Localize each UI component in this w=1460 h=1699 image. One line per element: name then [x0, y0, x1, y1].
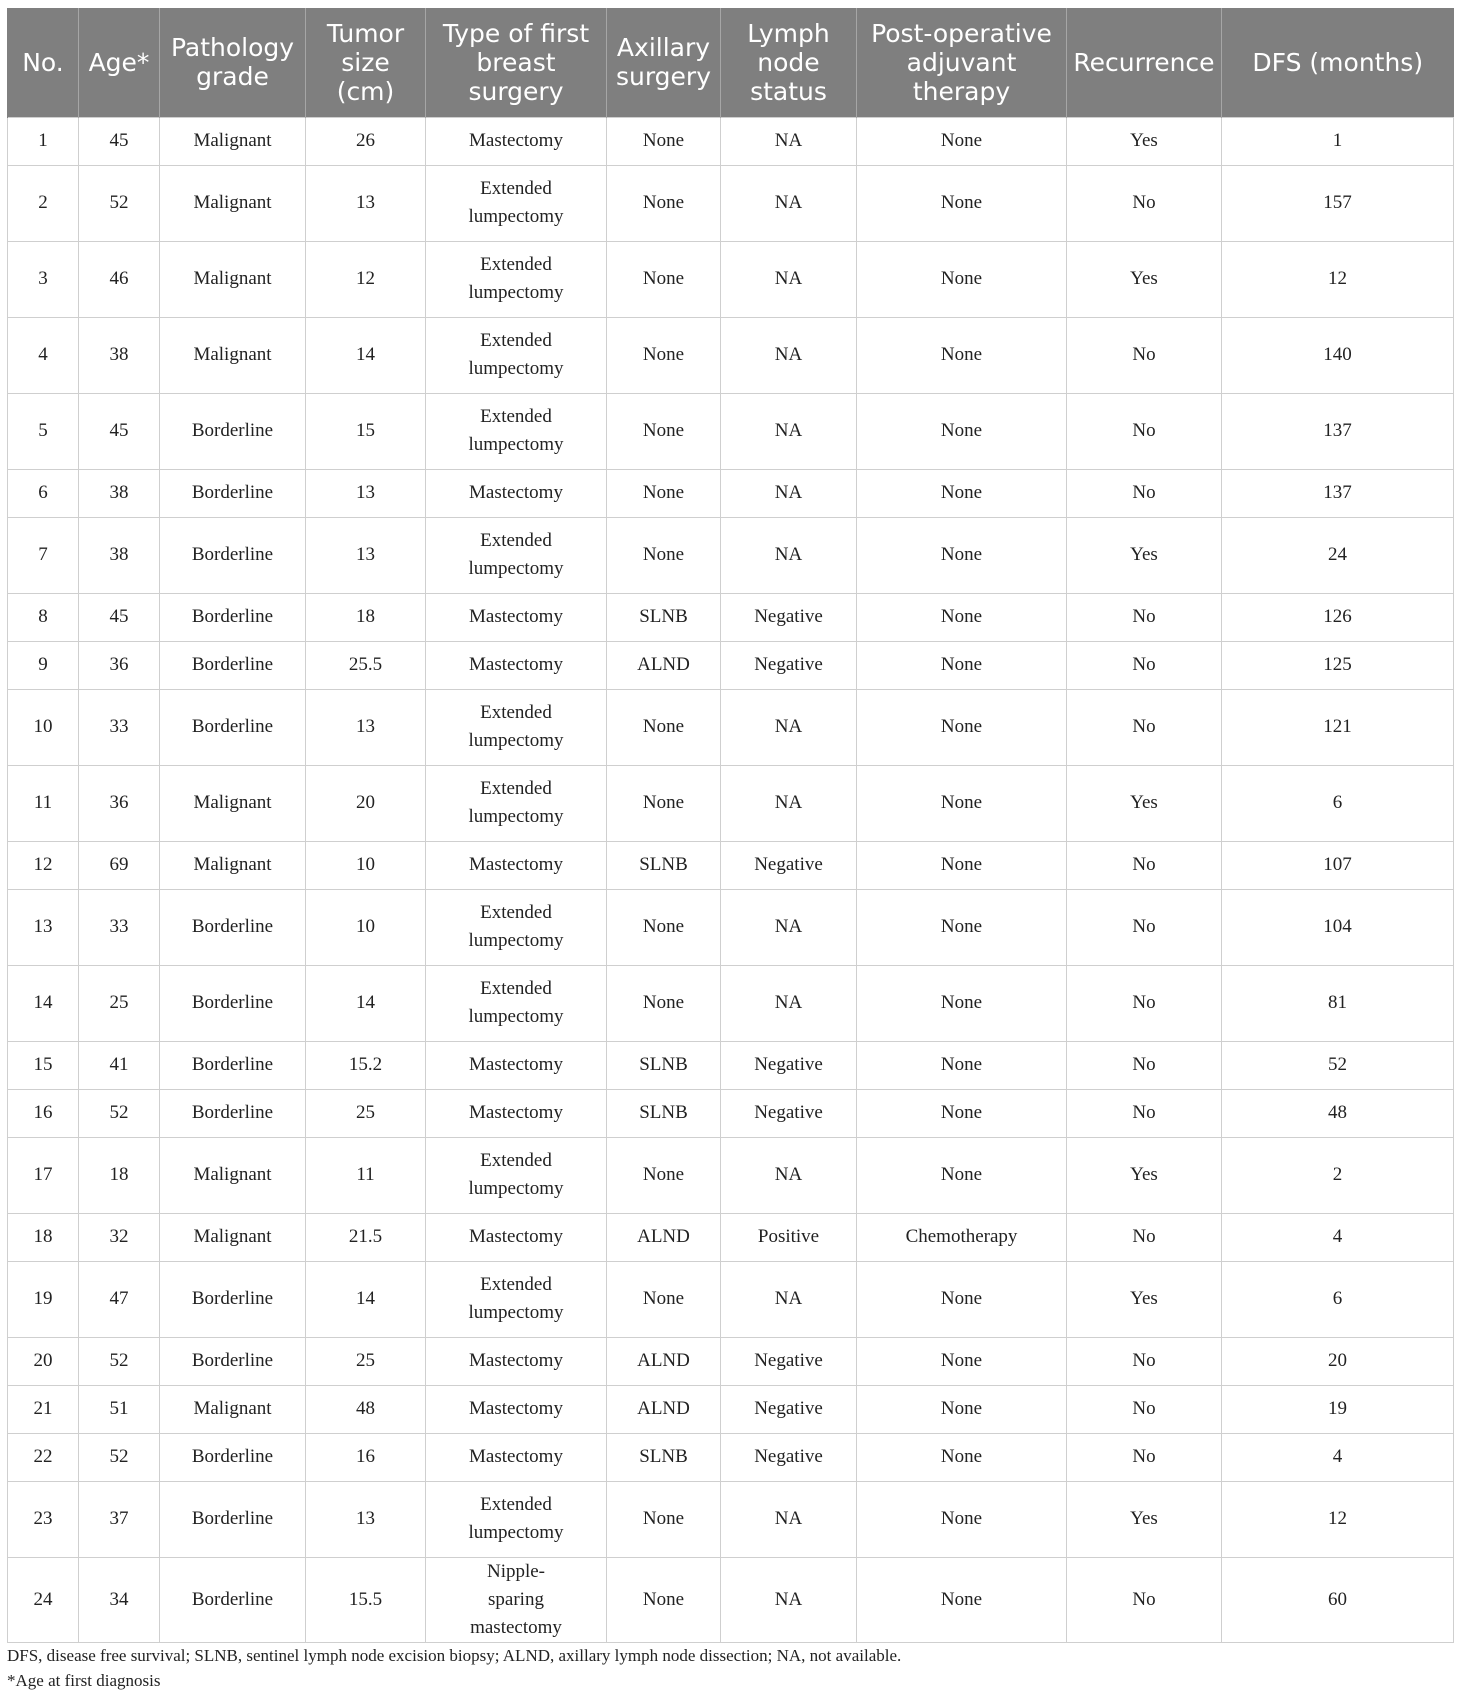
cell-dfs: 12 — [1222, 241, 1454, 317]
cell-age: 47 — [79, 1261, 160, 1337]
cell-pathology-grade: Malignant — [160, 1385, 306, 1433]
cell-tumor-size: 14 — [306, 317, 426, 393]
cell-pathology-grade: Borderline — [160, 1089, 306, 1137]
cell-pathology-grade: Malignant — [160, 765, 306, 841]
cell-dfs: 126 — [1222, 593, 1454, 641]
header-age: Age* — [79, 8, 160, 117]
cell-recurrence: No — [1067, 641, 1222, 689]
cell-age: 34 — [79, 1557, 160, 1642]
cell-lymph-node-status: Negative — [721, 1385, 857, 1433]
cell-pathology-grade: Borderline — [160, 469, 306, 517]
cell-tumor-size: 25 — [306, 1089, 426, 1137]
table-row — [8, 889, 1454, 965]
cell-recurrence: Yes — [1067, 117, 1222, 165]
cell-axillary-surgery: None — [607, 469, 721, 517]
table-row — [8, 689, 1454, 765]
cell-tumor-size: 18 — [306, 593, 426, 641]
cell-axillary-surgery: None — [607, 117, 721, 165]
cell-axillary-surgery: None — [607, 889, 721, 965]
cell-tumor-size: 16 — [306, 1433, 426, 1481]
cell-axillary-surgery: None — [607, 1261, 721, 1337]
cell-axillary-surgery: ALND — [607, 1385, 721, 1433]
cell-tumor-size: 25.5 — [306, 641, 426, 689]
cell-lymph-node-status: Negative — [721, 593, 857, 641]
cell-axillary-surgery: SLNB — [607, 1041, 721, 1089]
cell-dfs: 107 — [1222, 841, 1454, 889]
cell-dfs: 81 — [1222, 965, 1454, 1041]
header-dfs: DFS (months) — [1222, 8, 1454, 117]
cell-tumor-size: 15 — [306, 393, 426, 469]
cell-pathology-grade: Borderline — [160, 641, 306, 689]
cell-adjuvant-therapy: None — [857, 1481, 1067, 1557]
cell-recurrence: Yes — [1067, 241, 1222, 317]
cell-no: 14 — [8, 965, 79, 1041]
table-row — [8, 1481, 1454, 1557]
cell-no: 13 — [8, 889, 79, 965]
cell-adjuvant-therapy: None — [857, 1385, 1067, 1433]
cell-lymph-node-status: NA — [721, 1481, 857, 1557]
cell-tumor-size: 13 — [306, 165, 426, 241]
cell-lymph-node-status: NA — [721, 117, 857, 165]
cell-surgery-type: Extended lumpectomy — [426, 1137, 607, 1213]
cell-adjuvant-therapy: None — [857, 317, 1067, 393]
cell-age: 52 — [79, 1337, 160, 1385]
cell-recurrence: Yes — [1067, 517, 1222, 593]
cell-tumor-size: 48 — [306, 1385, 426, 1433]
cell-age: 37 — [79, 1481, 160, 1557]
cell-lymph-node-status: Negative — [721, 641, 857, 689]
cell-tumor-size: 21.5 — [306, 1213, 426, 1261]
cell-adjuvant-therapy: None — [857, 165, 1067, 241]
cell-age: 18 — [79, 1137, 160, 1213]
cell-surgery-type: Mastectomy — [426, 841, 607, 889]
header-row — [8, 8, 1454, 117]
cell-age: 32 — [79, 1213, 160, 1261]
cell-adjuvant-therapy: None — [857, 393, 1067, 469]
cell-age: 45 — [79, 593, 160, 641]
cell-adjuvant-therapy: None — [857, 765, 1067, 841]
cell-age: 33 — [79, 889, 160, 965]
cell-adjuvant-therapy: None — [857, 1433, 1067, 1481]
cell-lymph-node-status: NA — [721, 165, 857, 241]
cell-axillary-surgery: None — [607, 1557, 721, 1642]
cell-lymph-node-status: Negative — [721, 1433, 857, 1481]
cell-no: 5 — [8, 393, 79, 469]
cell-pathology-grade: Borderline — [160, 1261, 306, 1337]
cell-tumor-size: 12 — [306, 241, 426, 317]
cell-pathology-grade: Borderline — [160, 889, 306, 965]
cell-recurrence: No — [1067, 1433, 1222, 1481]
table-row — [8, 1041, 1454, 1089]
cell-axillary-surgery: ALND — [607, 641, 721, 689]
cell-lymph-node-status: NA — [721, 517, 857, 593]
table-row — [8, 1433, 1454, 1481]
cell-surgery-type: Mastectomy — [426, 1433, 607, 1481]
cell-pathology-grade: Borderline — [160, 593, 306, 641]
cell-lymph-node-status: NA — [721, 393, 857, 469]
cell-pathology-grade: Borderline — [160, 1041, 306, 1089]
cell-adjuvant-therapy: None — [857, 1261, 1067, 1337]
table-row — [8, 1261, 1454, 1337]
table-row — [8, 117, 1454, 165]
cell-recurrence: Yes — [1067, 765, 1222, 841]
cell-recurrence: Yes — [1067, 1137, 1222, 1213]
cell-lymph-node-status: NA — [721, 469, 857, 517]
cell-recurrence: No — [1067, 1041, 1222, 1089]
cell-surgery-type: Extended lumpectomy — [426, 165, 607, 241]
cell-age: 41 — [79, 1041, 160, 1089]
cell-no: 6 — [8, 469, 79, 517]
cell-age: 25 — [79, 965, 160, 1041]
cell-recurrence: No — [1067, 1337, 1222, 1385]
cell-tumor-size: 13 — [306, 1481, 426, 1557]
cell-tumor-size: 10 — [306, 889, 426, 965]
cell-axillary-surgery: None — [607, 165, 721, 241]
cell-tumor-size: 14 — [306, 965, 426, 1041]
cell-pathology-grade: Borderline — [160, 1433, 306, 1481]
cell-axillary-surgery: None — [607, 517, 721, 593]
table-row — [8, 841, 1454, 889]
cell-adjuvant-therapy: None — [857, 117, 1067, 165]
cell-tumor-size: 14 — [306, 1261, 426, 1337]
cell-surgery-type: Mastectomy — [426, 1385, 607, 1433]
cell-axillary-surgery: ALND — [607, 1213, 721, 1261]
cell-age: 51 — [79, 1385, 160, 1433]
cell-no: 17 — [8, 1137, 79, 1213]
table-row — [8, 1337, 1454, 1385]
cell-axillary-surgery: SLNB — [607, 593, 721, 641]
table-container — [7, 8, 1453, 1643]
cell-dfs: 125 — [1222, 641, 1454, 689]
cell-axillary-surgery: SLNB — [607, 1089, 721, 1137]
cell-dfs: 48 — [1222, 1089, 1454, 1137]
cell-dfs: 4 — [1222, 1213, 1454, 1261]
cell-dfs: 4 — [1222, 1433, 1454, 1481]
cell-surgery-type: Extended lumpectomy — [426, 1261, 607, 1337]
cell-pathology-grade: Malignant — [160, 165, 306, 241]
cell-pathology-grade: Malignant — [160, 317, 306, 393]
cell-age: 69 — [79, 841, 160, 889]
cell-tumor-size: 13 — [306, 689, 426, 765]
header-adjuvant-therapy: Post-operative adjuvant therapy — [857, 8, 1067, 117]
cell-tumor-size: 15.2 — [306, 1041, 426, 1089]
cell-lymph-node-status: NA — [721, 1261, 857, 1337]
cell-surgery-type: Extended lumpectomy — [426, 517, 607, 593]
cell-surgery-type: Extended lumpectomy — [426, 393, 607, 469]
cell-surgery-type: Mastectomy — [426, 117, 607, 165]
table-row — [8, 517, 1454, 593]
table-row — [8, 1557, 1454, 1642]
cell-recurrence: No — [1067, 841, 1222, 889]
cell-dfs: 157 — [1222, 165, 1454, 241]
cell-age: 38 — [79, 317, 160, 393]
cell-no: 18 — [8, 1213, 79, 1261]
table-row — [8, 1089, 1454, 1137]
cell-axillary-surgery: None — [607, 317, 721, 393]
footnote-abbreviations: DFS, disease free survival; SLNB, sentinel lymph node excision biopsy; ALND, axillary lymph node dissection; NA, not available. — [7, 1646, 902, 1665]
cell-no: 15 — [8, 1041, 79, 1089]
cell-pathology-grade: Malignant — [160, 841, 306, 889]
header-no: No. — [8, 8, 79, 117]
cell-surgery-type: Extended lumpectomy — [426, 765, 607, 841]
table-row — [8, 469, 1454, 517]
cell-dfs: 24 — [1222, 517, 1454, 593]
cell-tumor-size: 26 — [306, 117, 426, 165]
cell-axillary-surgery: None — [607, 241, 721, 317]
cell-no: 3 — [8, 241, 79, 317]
cell-pathology-grade: Borderline — [160, 965, 306, 1041]
table-row — [8, 317, 1454, 393]
cell-lymph-node-status: NA — [721, 1137, 857, 1213]
cell-age: 38 — [79, 517, 160, 593]
cell-lymph-node-status: NA — [721, 689, 857, 765]
cell-pathology-grade: Borderline — [160, 1557, 306, 1642]
cell-adjuvant-therapy: None — [857, 1137, 1067, 1213]
cell-age: 45 — [79, 117, 160, 165]
cell-recurrence: No — [1067, 469, 1222, 517]
cell-age: 52 — [79, 1089, 160, 1137]
cell-lymph-node-status: NA — [721, 241, 857, 317]
cell-recurrence: No — [1067, 1213, 1222, 1261]
header-recurrence: Recurrence — [1067, 8, 1222, 117]
cell-lymph-node-status: NA — [721, 965, 857, 1041]
cell-surgery-type: Mastectomy — [426, 469, 607, 517]
cell-age: 36 — [79, 765, 160, 841]
cell-dfs: 12 — [1222, 1481, 1454, 1557]
cell-adjuvant-therapy: None — [857, 841, 1067, 889]
cell-tumor-size: 25 — [306, 1337, 426, 1385]
cell-lymph-node-status: NA — [721, 1557, 857, 1642]
cell-no: 23 — [8, 1481, 79, 1557]
patient-table — [7, 8, 1454, 1643]
table-row — [8, 1213, 1454, 1261]
cell-no: 20 — [8, 1337, 79, 1385]
cell-pathology-grade: Malignant — [160, 1213, 306, 1261]
cell-recurrence: Yes — [1067, 1481, 1222, 1557]
cell-recurrence: No — [1067, 165, 1222, 241]
cell-tumor-size: 20 — [306, 765, 426, 841]
cell-no: 16 — [8, 1089, 79, 1137]
cell-axillary-surgery: None — [607, 765, 721, 841]
cell-axillary-surgery: SLNB — [607, 841, 721, 889]
cell-recurrence: Yes — [1067, 1261, 1222, 1337]
cell-no: 10 — [8, 689, 79, 765]
cell-adjuvant-therapy: None — [857, 469, 1067, 517]
header-surgery-type: Type of first breast surgery — [426, 8, 607, 117]
cell-adjuvant-therapy: None — [857, 1041, 1067, 1089]
table-row — [8, 593, 1454, 641]
cell-age: 52 — [79, 165, 160, 241]
cell-no: 22 — [8, 1433, 79, 1481]
cell-no: 21 — [8, 1385, 79, 1433]
cell-surgery-type: Mastectomy — [426, 1213, 607, 1261]
cell-no: 19 — [8, 1261, 79, 1337]
cell-surgery-type: Extended lumpectomy — [426, 889, 607, 965]
cell-recurrence: No — [1067, 689, 1222, 765]
cell-axillary-surgery: SLNB — [607, 1433, 721, 1481]
table-row — [8, 1137, 1454, 1213]
cell-pathology-grade: Borderline — [160, 517, 306, 593]
table-row — [8, 165, 1454, 241]
cell-surgery-type: Mastectomy — [426, 1089, 607, 1137]
cell-recurrence: No — [1067, 1385, 1222, 1433]
cell-adjuvant-therapy: None — [857, 689, 1067, 765]
cell-lymph-node-status: Negative — [721, 1337, 857, 1385]
cell-axillary-surgery: None — [607, 965, 721, 1041]
cell-no: 9 — [8, 641, 79, 689]
table-row — [8, 393, 1454, 469]
cell-no: 12 — [8, 841, 79, 889]
cell-dfs: 19 — [1222, 1385, 1454, 1433]
cell-pathology-grade: Malignant — [160, 1137, 306, 1213]
cell-no: 1 — [8, 117, 79, 165]
cell-lymph-node-status: NA — [721, 889, 857, 965]
cell-dfs: 6 — [1222, 765, 1454, 841]
cell-axillary-surgery: None — [607, 393, 721, 469]
cell-adjuvant-therapy: None — [857, 1557, 1067, 1642]
cell-tumor-size: 13 — [306, 469, 426, 517]
cell-dfs: 2 — [1222, 1137, 1454, 1213]
cell-recurrence: No — [1067, 889, 1222, 965]
cell-no: 7 — [8, 517, 79, 593]
cell-dfs: 121 — [1222, 689, 1454, 765]
cell-surgery-type: Extended lumpectomy — [426, 1481, 607, 1557]
cell-adjuvant-therapy: None — [857, 965, 1067, 1041]
cell-surgery-type: Extended lumpectomy — [426, 317, 607, 393]
cell-lymph-node-status: NA — [721, 765, 857, 841]
cell-surgery-type: Mastectomy — [426, 1337, 607, 1385]
cell-lymph-node-status: Negative — [721, 1041, 857, 1089]
cell-dfs: 20 — [1222, 1337, 1454, 1385]
cell-adjuvant-therapy: Chemotherapy — [857, 1213, 1067, 1261]
header-axillary-surgery: Axillary surgery — [607, 8, 721, 117]
cell-recurrence: No — [1067, 593, 1222, 641]
cell-pathology-grade: Borderline — [160, 1337, 306, 1385]
cell-tumor-size: 13 — [306, 517, 426, 593]
cell-age: 45 — [79, 393, 160, 469]
cell-age: 46 — [79, 241, 160, 317]
cell-no: 4 — [8, 317, 79, 393]
cell-tumor-size: 10 — [306, 841, 426, 889]
cell-lymph-node-status: Negative — [721, 1089, 857, 1137]
cell-adjuvant-therapy: None — [857, 1337, 1067, 1385]
footnote-age: *Age at first diagnosis — [7, 1671, 161, 1690]
cell-no: 11 — [8, 765, 79, 841]
cell-surgery-type: Mastectomy — [426, 593, 607, 641]
cell-lymph-node-status: Positive — [721, 1213, 857, 1261]
cell-no: 8 — [8, 593, 79, 641]
cell-axillary-surgery: None — [607, 1481, 721, 1557]
cell-dfs: 52 — [1222, 1041, 1454, 1089]
header-pathology-grade: Pathology grade — [160, 8, 306, 117]
cell-axillary-surgery: ALND — [607, 1337, 721, 1385]
table-row — [8, 241, 1454, 317]
table-row — [8, 641, 1454, 689]
table-row — [8, 765, 1454, 841]
cell-age: 36 — [79, 641, 160, 689]
cell-age: 38 — [79, 469, 160, 517]
cell-recurrence: No — [1067, 1089, 1222, 1137]
cell-dfs: 137 — [1222, 393, 1454, 469]
cell-dfs: 137 — [1222, 469, 1454, 517]
cell-axillary-surgery: None — [607, 1137, 721, 1213]
cell-adjuvant-therapy: None — [857, 889, 1067, 965]
cell-tumor-size: 11 — [306, 1137, 426, 1213]
cell-adjuvant-therapy: None — [857, 641, 1067, 689]
cell-recurrence: No — [1067, 317, 1222, 393]
cell-surgery-type: Nipple-sparing mastectomy — [426, 1557, 607, 1642]
cell-surgery-type: Extended lumpectomy — [426, 689, 607, 765]
header-lymph-node-status: Lymph node status — [721, 8, 857, 117]
cell-surgery-type: Mastectomy — [426, 641, 607, 689]
table-row — [8, 1385, 1454, 1433]
header-tumor-size: Tumor size (cm) — [306, 8, 426, 117]
cell-recurrence: No — [1067, 965, 1222, 1041]
cell-adjuvant-therapy: None — [857, 593, 1067, 641]
cell-dfs: 6 — [1222, 1261, 1454, 1337]
footnotes — [7, 1643, 1453, 1693]
cell-recurrence: No — [1067, 1557, 1222, 1642]
cell-pathology-grade: Malignant — [160, 241, 306, 317]
cell-no: 2 — [8, 165, 79, 241]
cell-recurrence: No — [1067, 393, 1222, 469]
cell-lymph-node-status: Negative — [721, 841, 857, 889]
cell-pathology-grade: Borderline — [160, 689, 306, 765]
cell-no: 24 — [8, 1557, 79, 1642]
cell-pathology-grade: Malignant — [160, 117, 306, 165]
cell-lymph-node-status: NA — [721, 317, 857, 393]
cell-surgery-type: Extended lumpectomy — [426, 241, 607, 317]
cell-axillary-surgery: None — [607, 689, 721, 765]
cell-pathology-grade: Borderline — [160, 1481, 306, 1557]
cell-adjuvant-therapy: None — [857, 1089, 1067, 1137]
cell-dfs: 60 — [1222, 1557, 1454, 1642]
cell-tumor-size: 15.5 — [306, 1557, 426, 1642]
cell-surgery-type: Mastectomy — [426, 1041, 607, 1089]
cell-dfs: 140 — [1222, 317, 1454, 393]
table-body — [8, 117, 1454, 1642]
table-row — [8, 965, 1454, 1041]
cell-adjuvant-therapy: None — [857, 241, 1067, 317]
cell-dfs: 1 — [1222, 117, 1454, 165]
cell-age: 52 — [79, 1433, 160, 1481]
cell-adjuvant-therapy: None — [857, 517, 1067, 593]
cell-pathology-grade: Borderline — [160, 393, 306, 469]
cell-surgery-type: Extended lumpectomy — [426, 965, 607, 1041]
cell-age: 33 — [79, 689, 160, 765]
cell-dfs: 104 — [1222, 889, 1454, 965]
